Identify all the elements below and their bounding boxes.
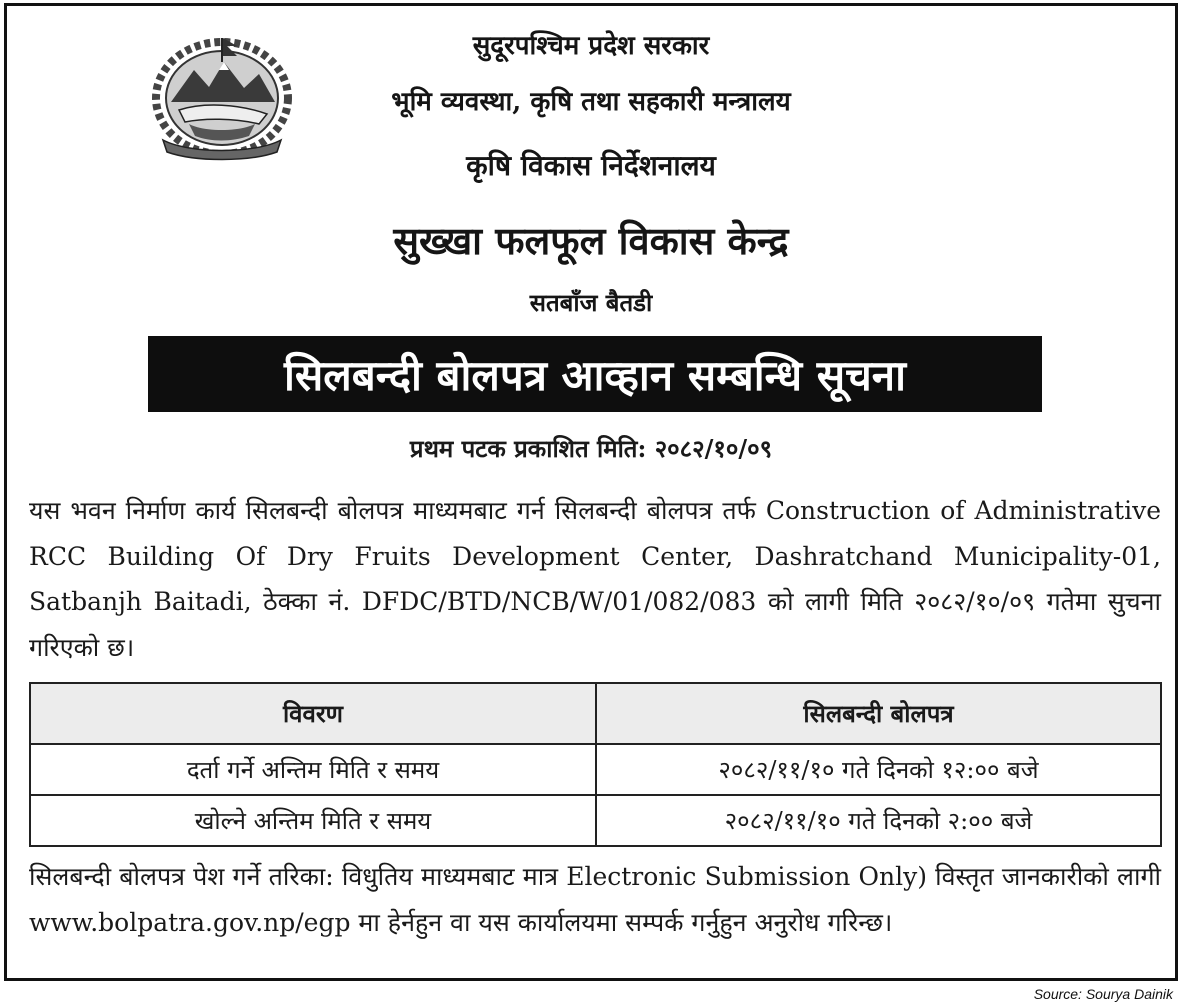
table-row	[30, 744, 1161, 795]
publication-date: प्रथम पटक प्रकाशित मिति: २०८२/१०/०९	[409, 434, 773, 463]
notice-frame	[4, 3, 1178, 981]
table-header-row	[30, 683, 1161, 744]
table-header-cell: सिलबन्दी बोलपत्र	[596, 683, 1161, 744]
source-credit: Source: Sourya Dainik	[1033, 986, 1173, 1002]
office-location: सतबाँज बैतडी	[529, 288, 653, 317]
schedule-table	[29, 682, 1162, 847]
notice-title-banner: सिलबन्दी बोलपत्र आव्हान सम्बन्धि सूचना	[148, 336, 1042, 412]
province-government-title: सुदूरपश्चिम प्रदेश सरकार	[472, 31, 710, 61]
table-cell: दर्ता गर्ने अन्तिम मिति र समय	[30, 744, 596, 795]
table-cell: खोल्ने अन्तिम मिति र समय	[30, 795, 596, 846]
table-cell: २०८२/११/१० गते दिनको १२:०० बजे	[596, 744, 1161, 795]
office-title: सुख्खा फलफूल विकास केन्द्र	[393, 218, 789, 263]
intro-paragraph: यस भवन निर्माण कार्य सिलबन्दी बोलपत्र माध्यमबाट गर्न सिलबन्दी बोलपत्र तर्फ Construction of Administrative RCC Building Of Dry Fruits Development Center, Dashratchand Municipality-01, Satbanjh Baitadi, ठेक्का नं. DFDC/BTD/NCB/W/01/082/083 को लागी मिति २०८२/१०/०९ गतेमा सुचना गरिएको छ।	[29, 496, 1161, 662]
table-cell: २०८२/११/१० गते दिनको २:०० बजे	[596, 795, 1161, 846]
table-row	[30, 795, 1161, 846]
table-header-cell: विवरण	[30, 683, 596, 744]
submission-note: सिलबन्दी बोलपत्र पेश गर्ने तरिका: विधुतिय माध्यमबाट मात्र Electronic Submission Only) विस्तृत जानकारीको लागी www.bolpatra.gov.np/egp मा हेर्नहुन वा यस कार्यालयमा सम्पर्क गर्नुहुन अनुरोध गरिन्छ।	[29, 862, 1161, 937]
ministry-title: भूमि व्यवस्था, कृषि तथा सहकारी मन्त्रालय	[391, 87, 791, 117]
directorate-title: कृषि विकास निर्देशनालय	[466, 149, 716, 182]
